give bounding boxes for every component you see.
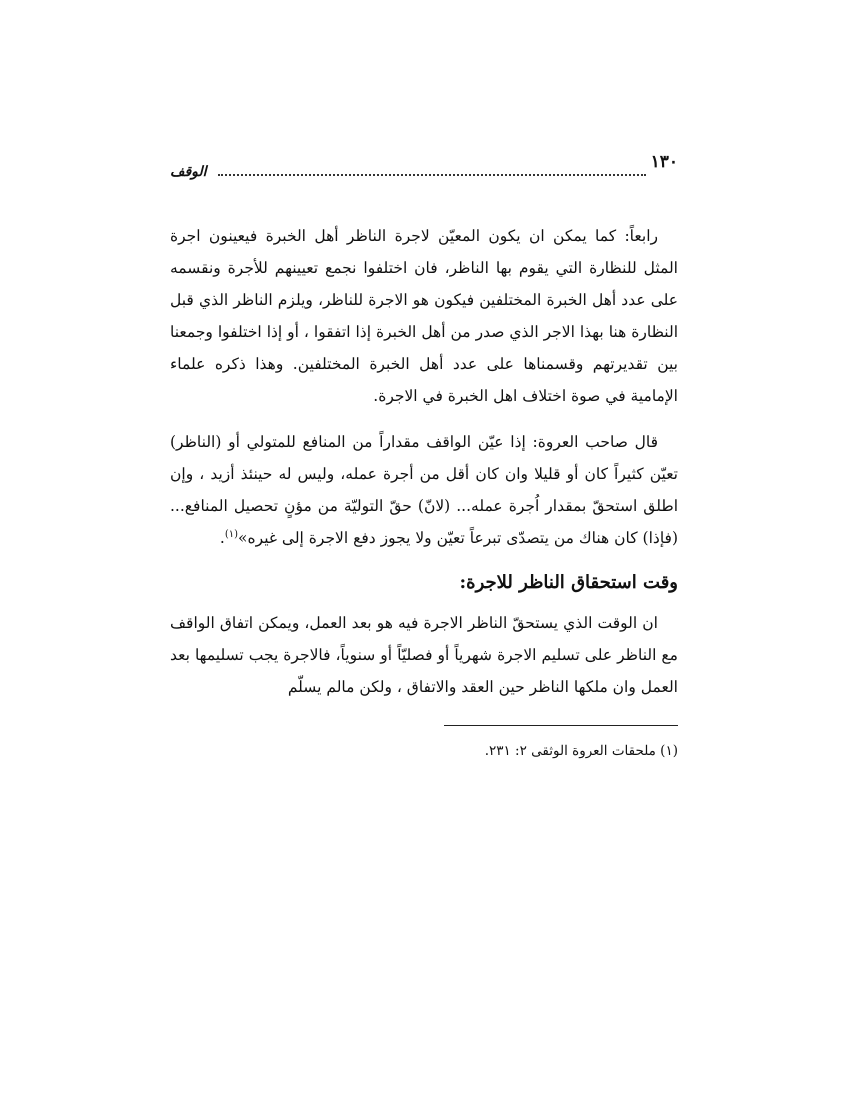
footnote-reference[interactable]: (١) [224, 528, 239, 540]
paragraph-urwa-quote [170, 426, 678, 554]
header-dotted-leader [218, 174, 646, 176]
quote-text: قال صاحب العروة: إذا عيّن الواقف مقداراً من المنافع للمتولي أو (الناظر) تعيّن كثيراً كان أو قليلا وان كان أقل من أجرة عمله، وليس له حينئذ أزيد ، وإن اطلق استحقّ بمقدار اُجرة عمله... (لانّ) حقّ التوليّة من مؤنٍ تحصيل المنافع... (فإذا) كان هناك من يتصدّى تبرعاً تعيّن ولا يجوز دفع الاجرة إلى غيره» [170, 433, 678, 547]
footnote-separator [444, 725, 678, 726]
running-title: الوقف [170, 164, 207, 180]
page-number: ١٣٠ [650, 152, 678, 172]
section-heading: وقت استحقاق الناظر للاجرة: [459, 572, 678, 593]
page-header [170, 152, 678, 184]
paragraph-payment-time: ان الوقت الذي يستحقّ الناظر الاجرة فيه هو بعد العمل، ويمكن اتفاق الواقف مع الناظر على تسليم الاجرة شهرياً أو فصليّاً أو سنوياً، فالاجرة يجب تسليمها بعد العمل وان ملكها الناظر حين العقد والاتفاق ، ولكن مالم يسلّم [170, 614, 678, 696]
body-text [170, 220, 678, 762]
footnote: (١) ملحقات العروة الوثقى ٢: ٢٣١. [484, 743, 678, 759]
page [170, 152, 678, 762]
paragraph-fourth: رابعاً: كما يمكن ان يكون المعيّن لاجرة الناظر أهل الخبرة فيعينون اجرة المثل للنظارة التي يقوم بها الناظر، فان اختلفوا نجمع تعيينهم للأجرة ونقسمه على عدد أهل الخبرة المختلفين فيكون هو الاجرة للناظر، ويلزم الناظر الذي قبل النظارة هنا بهذا الاجر الذي صدر من أهل الخبرة إذا اتفقوا ، أو إذا اختلفوا وجمعنا بين تقديرتهم وقسمناها على عدد أهل الخبرة المختلفين. وهذا ذكره علماء الإمامية في صوة اختلاف اهل الخبرة في الاجرة. [170, 227, 678, 405]
quote-end: . [219, 529, 225, 547]
